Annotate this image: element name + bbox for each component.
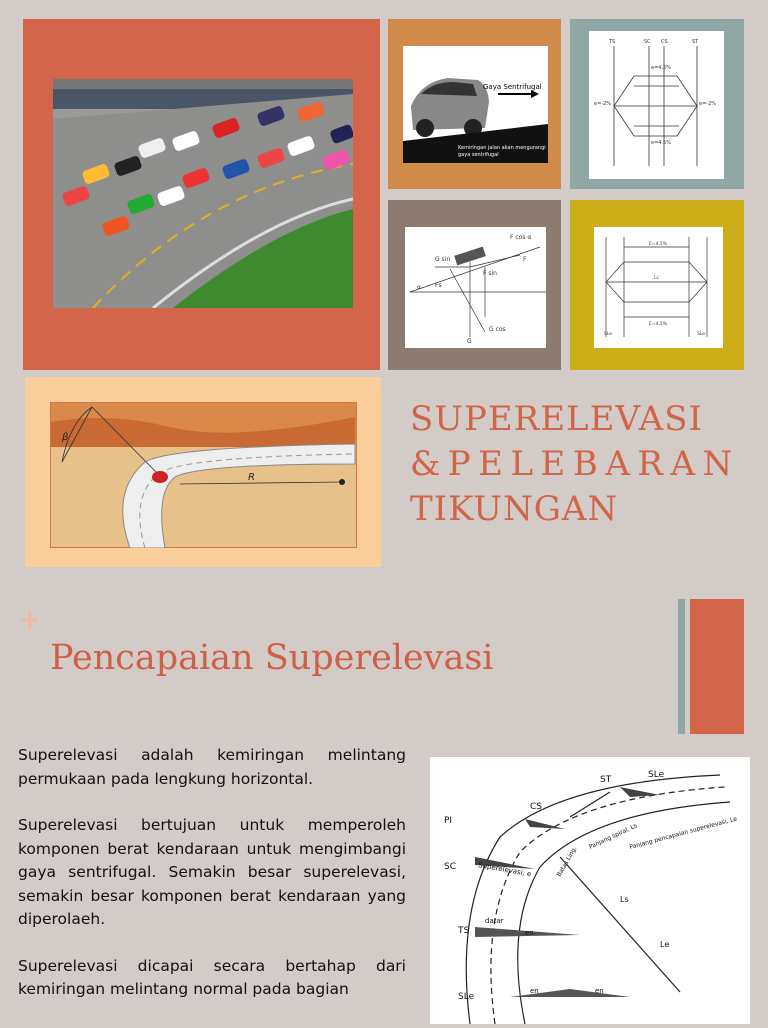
superelevation-diagram	[589, 31, 724, 179]
svg-text:E=4.5%: E=4.5%	[649, 322, 668, 327]
svg-text:en: en	[525, 929, 534, 937]
widening-diagram	[594, 227, 723, 348]
svg-text:SLe: SLe	[458, 992, 475, 1002]
svg-text:F sin: F sin	[483, 270, 497, 277]
svg-text:G sin: G sin	[435, 256, 451, 263]
car-centrifugal-figure	[403, 46, 548, 163]
svg-text:TS: TS	[609, 39, 616, 45]
svg-text:TS: TS	[458, 926, 470, 936]
svg-text:α: α	[417, 284, 421, 291]
svg-text:SC: SC	[644, 39, 651, 45]
body-text	[18, 744, 406, 1025]
svg-text:Superelevasi, e: Superelevasi, e	[477, 861, 532, 879]
force-diagram	[405, 227, 546, 348]
svg-text:e=-2%: e=-2%	[594, 101, 612, 107]
svg-text:Lc: Lc	[654, 276, 659, 281]
svg-text:en: en	[595, 987, 604, 995]
paragraph: Superelevasi bertujuan untuk memperoleh komponen berat kendaraan untuk mengimbangi gaya sentrifugal. Semakin besar superelevasi, semakin besar komponen berat kendaraan yang diperolaeh.	[18, 816, 406, 928]
beta-label: β	[62, 432, 69, 443]
svg-text:Batas Ling.: Batas Ling.	[555, 845, 579, 878]
widening-diagram-panel	[570, 200, 744, 370]
svg-text:ST: ST	[692, 39, 699, 45]
svg-text:datar: datar	[485, 917, 504, 925]
svg-text:SLe: SLe	[604, 332, 613, 337]
svg-text:F cos α: F cos α	[510, 234, 532, 241]
page-title	[410, 397, 750, 532]
svg-text:Ls: Ls	[620, 895, 629, 904]
svg-text:PI: PI	[444, 816, 453, 826]
svg-text:SLe: SLe	[697, 332, 706, 337]
svg-text:CS: CS	[530, 802, 542, 812]
centrifugal-panel	[388, 19, 561, 189]
centrifugal-label: Gaya Sentrifugal	[483, 83, 542, 91]
paragraph: Superelevasi adalah kemiringan melintang permukaan pada lengkung horizontal.	[18, 746, 406, 788]
paragraph: Superelevasi dicapai secara bertahap dari kemiringan melintang normal pada bagian	[18, 956, 406, 998]
accent-bar-teal	[678, 599, 685, 734]
svg-text:Panjang spiral, Ls: Panjang spiral, Ls	[587, 822, 639, 851]
slope-caption: Kemiringan jalan akan mengurangi	[458, 145, 546, 151]
svg-text:e=4.5%: e=4.5%	[651, 65, 671, 71]
racing-photo	[53, 79, 353, 308]
title-line-2: &PELEBARAN	[410, 444, 740, 484]
title-line-3: TIKUNGAN	[410, 489, 619, 529]
accent-bar-orange	[690, 599, 744, 734]
svg-text:en: en	[530, 987, 539, 995]
force-diagram-panel	[388, 200, 561, 370]
section-heading: Pencapaian Superelevasi	[50, 638, 494, 678]
svg-text:Panjang pencapaian superelevas: Panjang pencapaian superelevasi, Le	[628, 815, 738, 851]
svg-text:CS: CS	[661, 39, 668, 45]
curve-illustration	[50, 402, 357, 548]
svg-text:Le: Le	[660, 940, 670, 949]
svg-text:SC: SC	[444, 862, 456, 872]
svg-text:e=-2%: e=-2%	[699, 101, 717, 107]
svg-text:gaya sentrifugal: gaya sentrifugal	[458, 152, 499, 158]
svg-text:G: G	[467, 338, 472, 345]
svg-text:Fs: Fs	[435, 282, 442, 289]
curve-panel	[25, 377, 381, 567]
spiral-curve-diagram	[430, 757, 750, 1024]
svg-text:F: F	[523, 256, 527, 263]
svg-text:e=4.5%: e=4.5%	[651, 140, 671, 146]
svg-text:SLe: SLe	[648, 770, 665, 780]
title-line-1: SUPERELEVASI	[410, 399, 703, 439]
svg-text:E=4.5%: E=4.5%	[649, 242, 668, 247]
superelevation-diagram-panel	[570, 19, 744, 189]
radius-label: R	[248, 472, 255, 483]
svg-text:G cos: G cos	[489, 326, 506, 333]
plus-icon: +	[18, 603, 42, 636]
svg-text:ST: ST	[600, 775, 612, 785]
racing-panel	[23, 19, 380, 370]
